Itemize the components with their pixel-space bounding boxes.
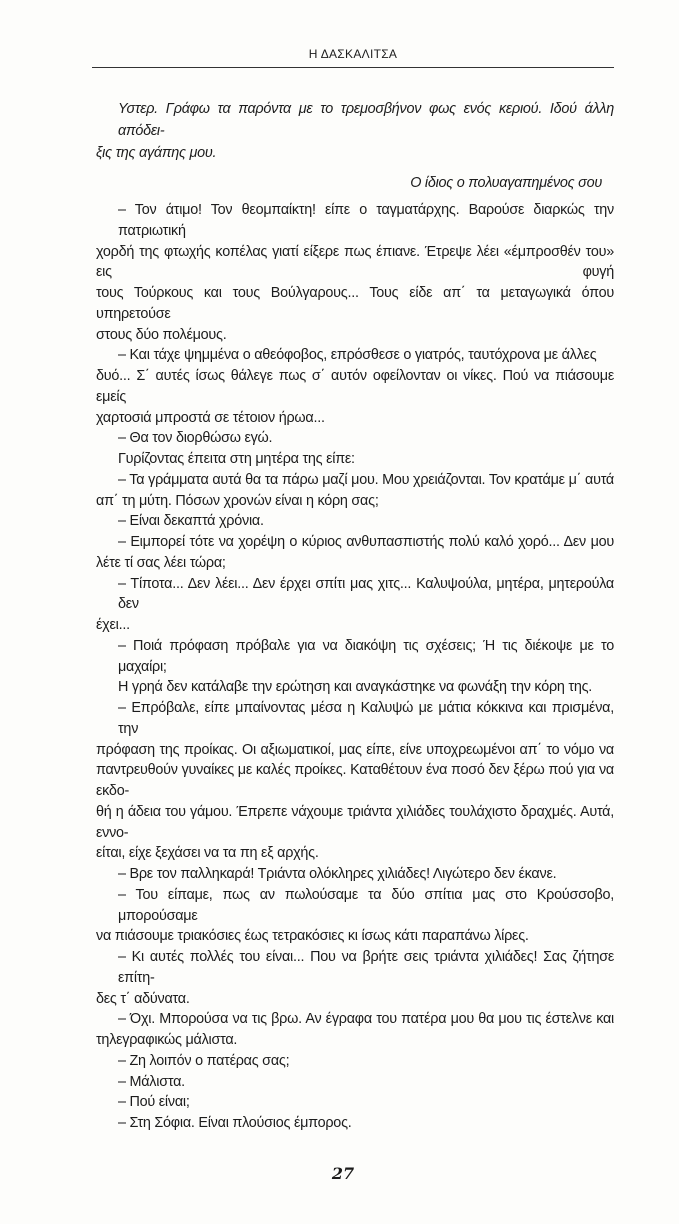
text-line: – Βρε τον παλληκαρά! Τριάντα ολόκληρες χιλιάδες! Λιγώτερο δεν έκανε. <box>118 866 557 882</box>
text-line: στους δύο πολέμους. <box>96 326 227 343</box>
text-line: τηλεγραφικώς μάλιστα. <box>96 1032 238 1048</box>
text-line: – Κι αυτές πολλές του είναι... Που να βρήτε σεις τριάντα χιλιάδες! Σας ζήτησε επίτη- <box>118 949 614 986</box>
page-number: 27 <box>331 1163 355 1183</box>
text-line: – Τίποτα... Δεν λέει... Δεν έρχει σπίτι μας χιτς... Καλυψούλα, μητέρα, μητερούλα δεν <box>118 575 614 613</box>
text-line: χορδή της φτωχής κοπέλας γιατί είξερε πως έπιανε. Έτρεψε λέει «έμπροσθέν του» εις φυγή <box>96 243 614 281</box>
body-text <box>92 200 614 1134</box>
text-line: – Και τάχε ψημμένα ο αθεόφοβος, επρόσθεσε ο γιατρός, ταυτόχρονα με άλλες <box>118 347 597 364</box>
header-rule <box>92 67 614 68</box>
text-line: να πιάσουμε τριακόσιες έως τετρακόσιες κι ίσως κάτι παραπάνω λίρες. <box>96 928 529 945</box>
text-line: – Θα τον διορθώσω εγώ. <box>118 430 273 447</box>
text-line: – Ποιά πρόφαση πρόβαλε για να διακόψη τις σχέσεις; Ή τις διέκοψε με το μαχαίρι; <box>118 637 614 675</box>
text-line: έχει... <box>96 617 130 633</box>
text-line: Η γρηά δεν κατάλαβε την ερώτηση και αναγκάστηκε να φωνάξη την κόρη της. <box>118 679 593 696</box>
text-line: – Στη Σόφια. Είναι πλούσιος έμπορος. <box>118 1115 352 1131</box>
text-line: – Πού είναι; <box>118 1094 190 1111</box>
text-line: δυό... Σ΄ αυτές ίσως θάλεγε πως σ΄ αυτόν οφείλονταν οι νίκες. Πού να πιάσουμε εμείς <box>96 368 614 405</box>
text-line: – Είναι δεκαπτά χρόνια. <box>118 513 264 530</box>
text-line: λέτε τί σας λέει τώρα; <box>96 554 226 571</box>
text-line: – Τον άτιμο! Τον θεομπαίκτη! είπε ο ταγματάρχης. Βαρούσε διαρκώς την πατριωτική <box>118 202 614 239</box>
text-line: – Μάλιστα. <box>118 1073 185 1090</box>
text-line: δες τ΄ αδύνατα. <box>96 990 190 1007</box>
text-line: – Τα γράμματα αυτά θα τα πάρω μαζί μου. Μου χρειάζονται. Τον κρατάμε μ΄ αυτά <box>118 471 614 488</box>
text-line: – Ζη λοιπόν ο πατέρας σας; <box>118 1052 290 1069</box>
postscript <box>92 98 614 194</box>
postscript-line: Υστερ. Γράφω τα παρόντα με το τρεμοσβήνον φως ενός κεριού. Ιδού άλλη απόδει- <box>118 101 614 139</box>
text-line: – Όχι. Μπορούσα να τις βρω. Αν έγραφα του πατέρα μου θα μου τις έστελνε και <box>118 1011 614 1028</box>
text-line: παντρευθούν γυναίκες με καλές προίκες. Καταθέτουν ένα ποσό δεν ξέρω πού για να εκδο- <box>96 762 614 799</box>
text-line: – Επρόβαλε, είπε μπαίνοντας μέσα η Καλυψώ με μάτια κόκκινα και πρισμένα, την <box>118 700 614 737</box>
text-line: – Του είπαμε, πως αν πωλούσαμε τα δύο σπίτια μας στο Κρούσσοβο, μπορούσαμε <box>118 886 614 924</box>
text-line: πρόφαση της προίκας. Οι αξιωματικοί, μας είπε, είνε υποχρεωμένοι απ΄ το νόμο να <box>96 741 614 758</box>
running-header: Η ΔΑΣΚΑΛΙΤΣΑ <box>308 47 398 61</box>
text-line: απ΄ τη μύτη. Πόσων χρονών είναι η κόρη σας; <box>96 492 379 509</box>
text-line: χαρτοσιά μπροστά σε τέτοιον ήρωα... <box>96 409 325 426</box>
text-line: Γυρίζοντας έπειτα στη μητέρα της είπε: <box>118 451 355 467</box>
text-line: τους Τούρκους και τους Βούλγαρους... Τους είδε απ΄ τα μεταγωγικά όπου υπηρετούσε <box>96 285 614 322</box>
postscript-line: ξις της αγάπης μου. <box>96 145 217 161</box>
text-line: – Ειμπορεί τότε να χορέψη ο κύριος ανθυπασπιστής πολύ καλό χορό... Δεν μου <box>118 534 614 550</box>
text-line: είται, είχε ξεχάσει να τα πη εξ αρχής. <box>96 845 319 862</box>
signature: Ο ίδιος ο πολυαγαπημένος σου <box>410 175 602 191</box>
text-line: θή η άδεια του γάμου. Έπρεπε νάχουμε τριάντα χιλιάδες τουλάχιστο δραχμές. Αυτά, εννο- <box>96 803 614 841</box>
